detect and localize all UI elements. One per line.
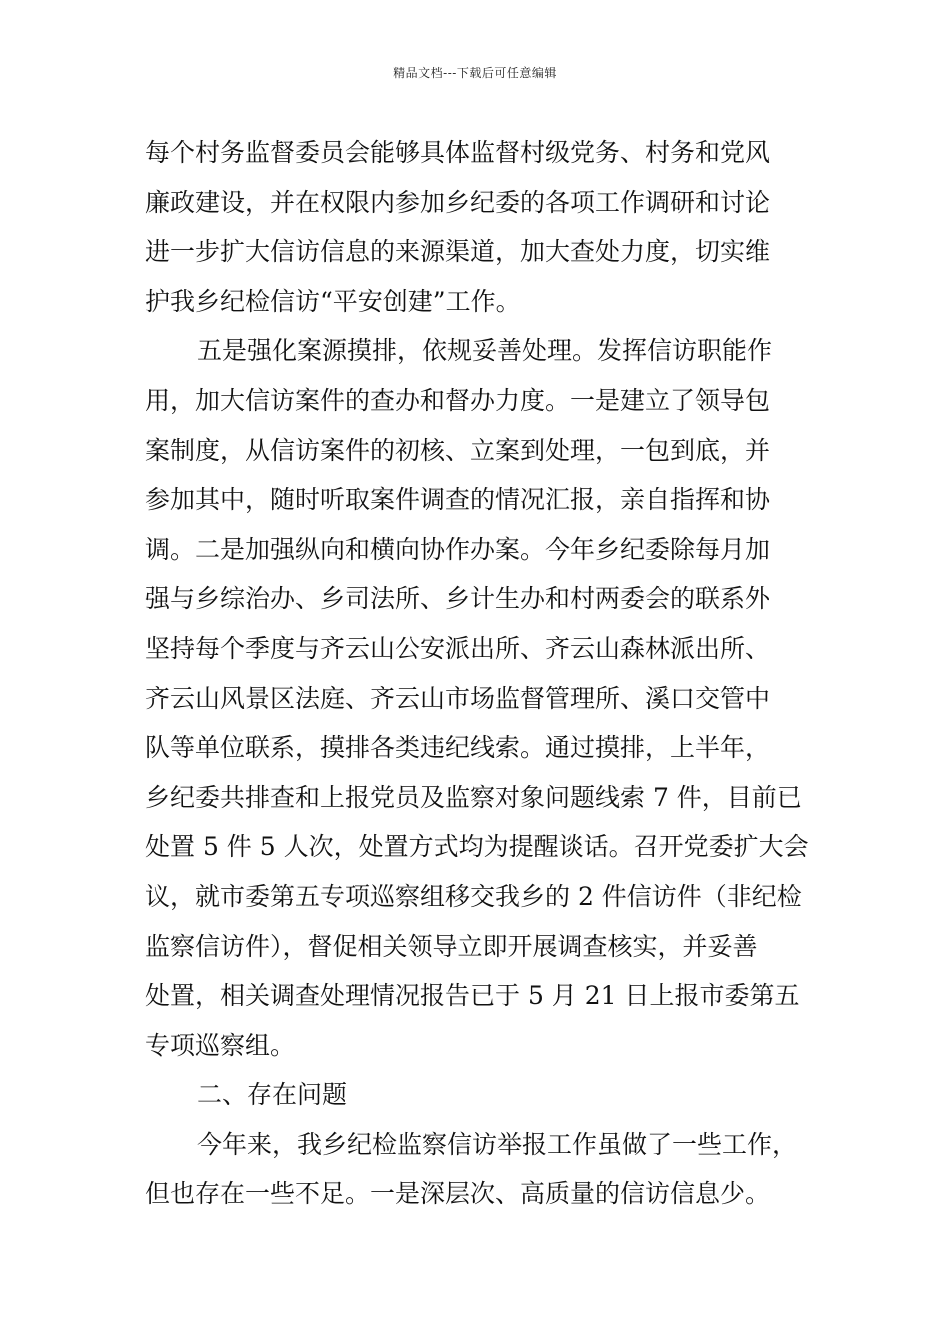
text-line: 乡纪委共排查和上报党员及监察对象问题线索 7 件，目前已 [145,782,802,812]
text-line: 齐云山风景区法庭、齐云山市场监督管理所、溪口交管中 [145,683,771,713]
text-line: 今年来，我乡纪检监察信访举报工作虽做了一些工作， [197,1129,798,1159]
page-header: 精品文档---下载后可任意编辑 [393,66,557,80]
text-line: 廉政建设，并在权限内参加乡纪委的各项工作调研和讨论 [145,187,771,217]
text-line: 监察信访件），督促相关领导立即开展调查核实，并妥善 [145,931,758,961]
text-line: 专项巡察组。 [145,1030,296,1060]
text-line: 处置 5 件 5 人次，处置方式均为提醒谈话。召开党委扩大会 [145,832,809,862]
text-line: 坚持每个季度与齐云山公安派出所、齐云山森林派出所、 [145,633,771,663]
text-line: 用，加大信访案件的查办和督办力度。一是建立了领导包 [145,385,771,415]
text-line: 强与乡综治办、乡司法所、乡计生办和村两委会的联系外 [145,584,771,614]
text-line: 处置，相关调查处理情况报告已于 5 月 21 日上报市委第五 [145,981,800,1011]
text-line: 二、存在问题 [197,1080,348,1110]
text-line: 每个村务监督委员会能够具体监督村级党务、村务和党风 [145,138,771,167]
text-line: 但也存在一些不足。一是深层次、高质量的信访信息少。 [145,1179,771,1209]
text-line: 案制度，从信访案件的初核、立案到处理，一包到底，并 [145,435,771,465]
text-line: 队等单位联系，摸排各类违纪线索。通过摸排，上半年， [145,733,771,763]
text-line: 参加其中，随时听取案件调查的情况汇报，亲自指挥和协 [145,485,771,515]
text-line: 进一步扩大信访信息的来源渠道，加大查处力度，切实维 [145,237,771,267]
text-line: 议，就市委第五专项巡察组移交我乡的 2 件信访件（非纪检 [145,881,802,911]
text-line: 调。二是加强纵向和横向协作办案。今年乡纪委除每月加 [145,534,771,564]
text-line: 护我乡纪检信访“平安创建”工作。 [145,286,521,316]
document-body [145,128,825,1219]
text-line: 五是强化案源摸排，依规妥善处理。发挥信访职能作 [197,336,773,366]
